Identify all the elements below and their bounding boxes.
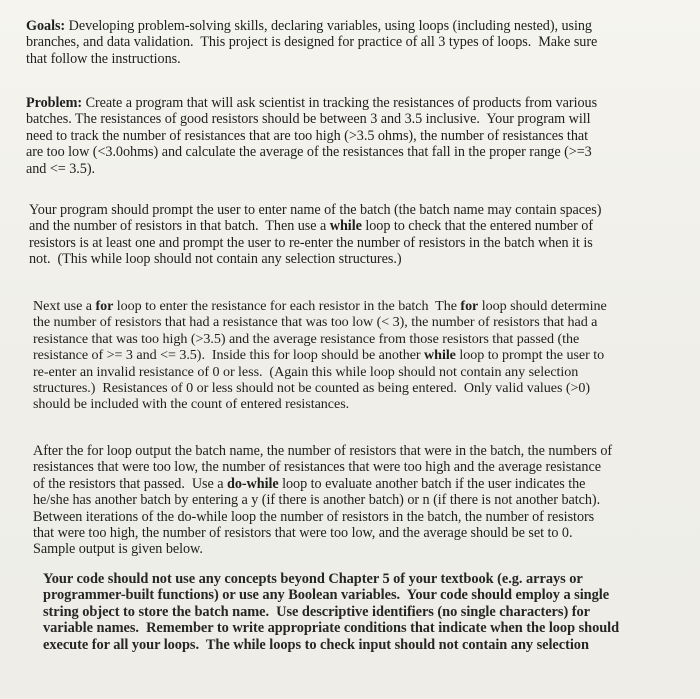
problem-line-1: Problem: Create a program that will ask scientist in tracking the resistances of products from various: [26, 95, 598, 111]
problem-paragraph: [26, 95, 597, 177]
program-paragraph: [29, 202, 601, 268]
after-line-6: that were too high, the number of resistors that were too low, and the average should be set to 0.: [33, 525, 573, 542]
keyword-do-while: do-while: [226, 475, 279, 492]
after-line-1: After the for loop output the batch name, the number of resistors that were in the batch, the numbers of: [33, 443, 613, 459]
keyword-while: while: [424, 347, 456, 364]
next-use-line-1: Next use a for loop to enter the resistance for each resistor in the batch The for loop should determine: [33, 298, 607, 314]
code-rules-paragraph: [43, 571, 619, 653]
code-rules-line-4: variable names. Remember to write appropriate conditions that indicate when the loop should: [43, 620, 620, 637]
problem-line-3: need to track the number of resistances that are too high (>3.5 ohms), the number of resistances that: [26, 127, 589, 144]
goals-label: Goals:: [26, 18, 66, 34]
program-line-3: resistors is at least one and prompt the user to re-enter the number of resistors in the batch when it is: [29, 234, 593, 251]
problem-line-2: batches. The resistances of good resistors should be between 3 and 3.5 inclusive. Your program will: [26, 111, 591, 128]
code-rules-line-2: programmer-built functions) or use any Boolean variables. Your code should employ a single: [43, 587, 610, 604]
code-rules-line-5: execute for all your loops. The while loops to check input should not contain any selection: [43, 636, 589, 653]
code-rules-line-3: string object to store the batch name. Use descriptive identifiers (no single characters) for: [43, 603, 590, 620]
next-use-line-4: resistance of >= 3 and <= 3.5). Inside this for loop should be another while loop to prompt the user to: [33, 347, 605, 364]
goals-line-2: branches, and data validation. This project is designed for practice of all 3 types of loops. Make sure: [26, 34, 598, 51]
program-line-1: Your program should prompt the user to enter name of the batch (the batch name may contain spaces): [29, 202, 602, 218]
goals-paragraph: [26, 18, 597, 67]
goals-line-1: Goals: Developing problem-solving skills, declaring variables, using loops (including nested), using: [26, 18, 592, 34]
problem-label: Problem:: [26, 95, 83, 111]
after-line-3: of the resistors that passed. Use a do-while loop to evaluate another batch if the user indicates the: [33, 475, 586, 492]
next-use-paragraph: [33, 298, 607, 413]
keyword-for: for: [95, 298, 114, 314]
program-line-2: and the number of resistors in that batch. Then use a while loop to check that the entered number of: [29, 218, 594, 235]
next-use-line-3: resistance that was too high (>3.5) and the average resistance from those resistors that passed (the: [33, 330, 580, 347]
next-use-line-6: structures.) Resistances of 0 or less should not be counted as being entered. Only valid values (>0): [33, 380, 591, 397]
problem-line-4: are too low (<3.0ohms) and calculate the average of the resistances that fall in the proper range (>=3: [26, 144, 592, 161]
after-line-4: he/she has another batch by entering a y (if there is another batch) or n (if there is not another batch).: [33, 492, 601, 509]
after-line-5: Between iterations of the do-while loop the number of resistors in the batch, the number of resistors: [33, 508, 595, 525]
goals-line-3: that follow the instructions.: [26, 50, 181, 67]
after-line-7: Sample output is given below.: [33, 541, 203, 558]
after-line-2: resistances that were too low, the number of resistances that were too high and the average resistance: [33, 459, 601, 476]
next-use-line-7: should be included with the count of entered resistances.: [33, 396, 350, 413]
next-use-line-2: the number of resistors that had a resistance that was too low (< 3), the number of resistors that had a: [33, 314, 598, 331]
problem-line-5: and <= 3.5).: [26, 160, 95, 177]
next-use-line-5: re-enter an invalid resistance of 0 or less. (Again this while loop should not contain any selection: [33, 363, 579, 380]
code-rules-line-1: Your code should not use any concepts beyond Chapter 5 of your textbook (e.g. arrays or: [43, 571, 583, 587]
keyword-while: while: [329, 218, 362, 235]
keyword-for: for: [460, 298, 479, 314]
after-paragraph: [33, 443, 612, 558]
program-line-4: not. (This while loop should not contain any selection structures.): [29, 251, 402, 268]
